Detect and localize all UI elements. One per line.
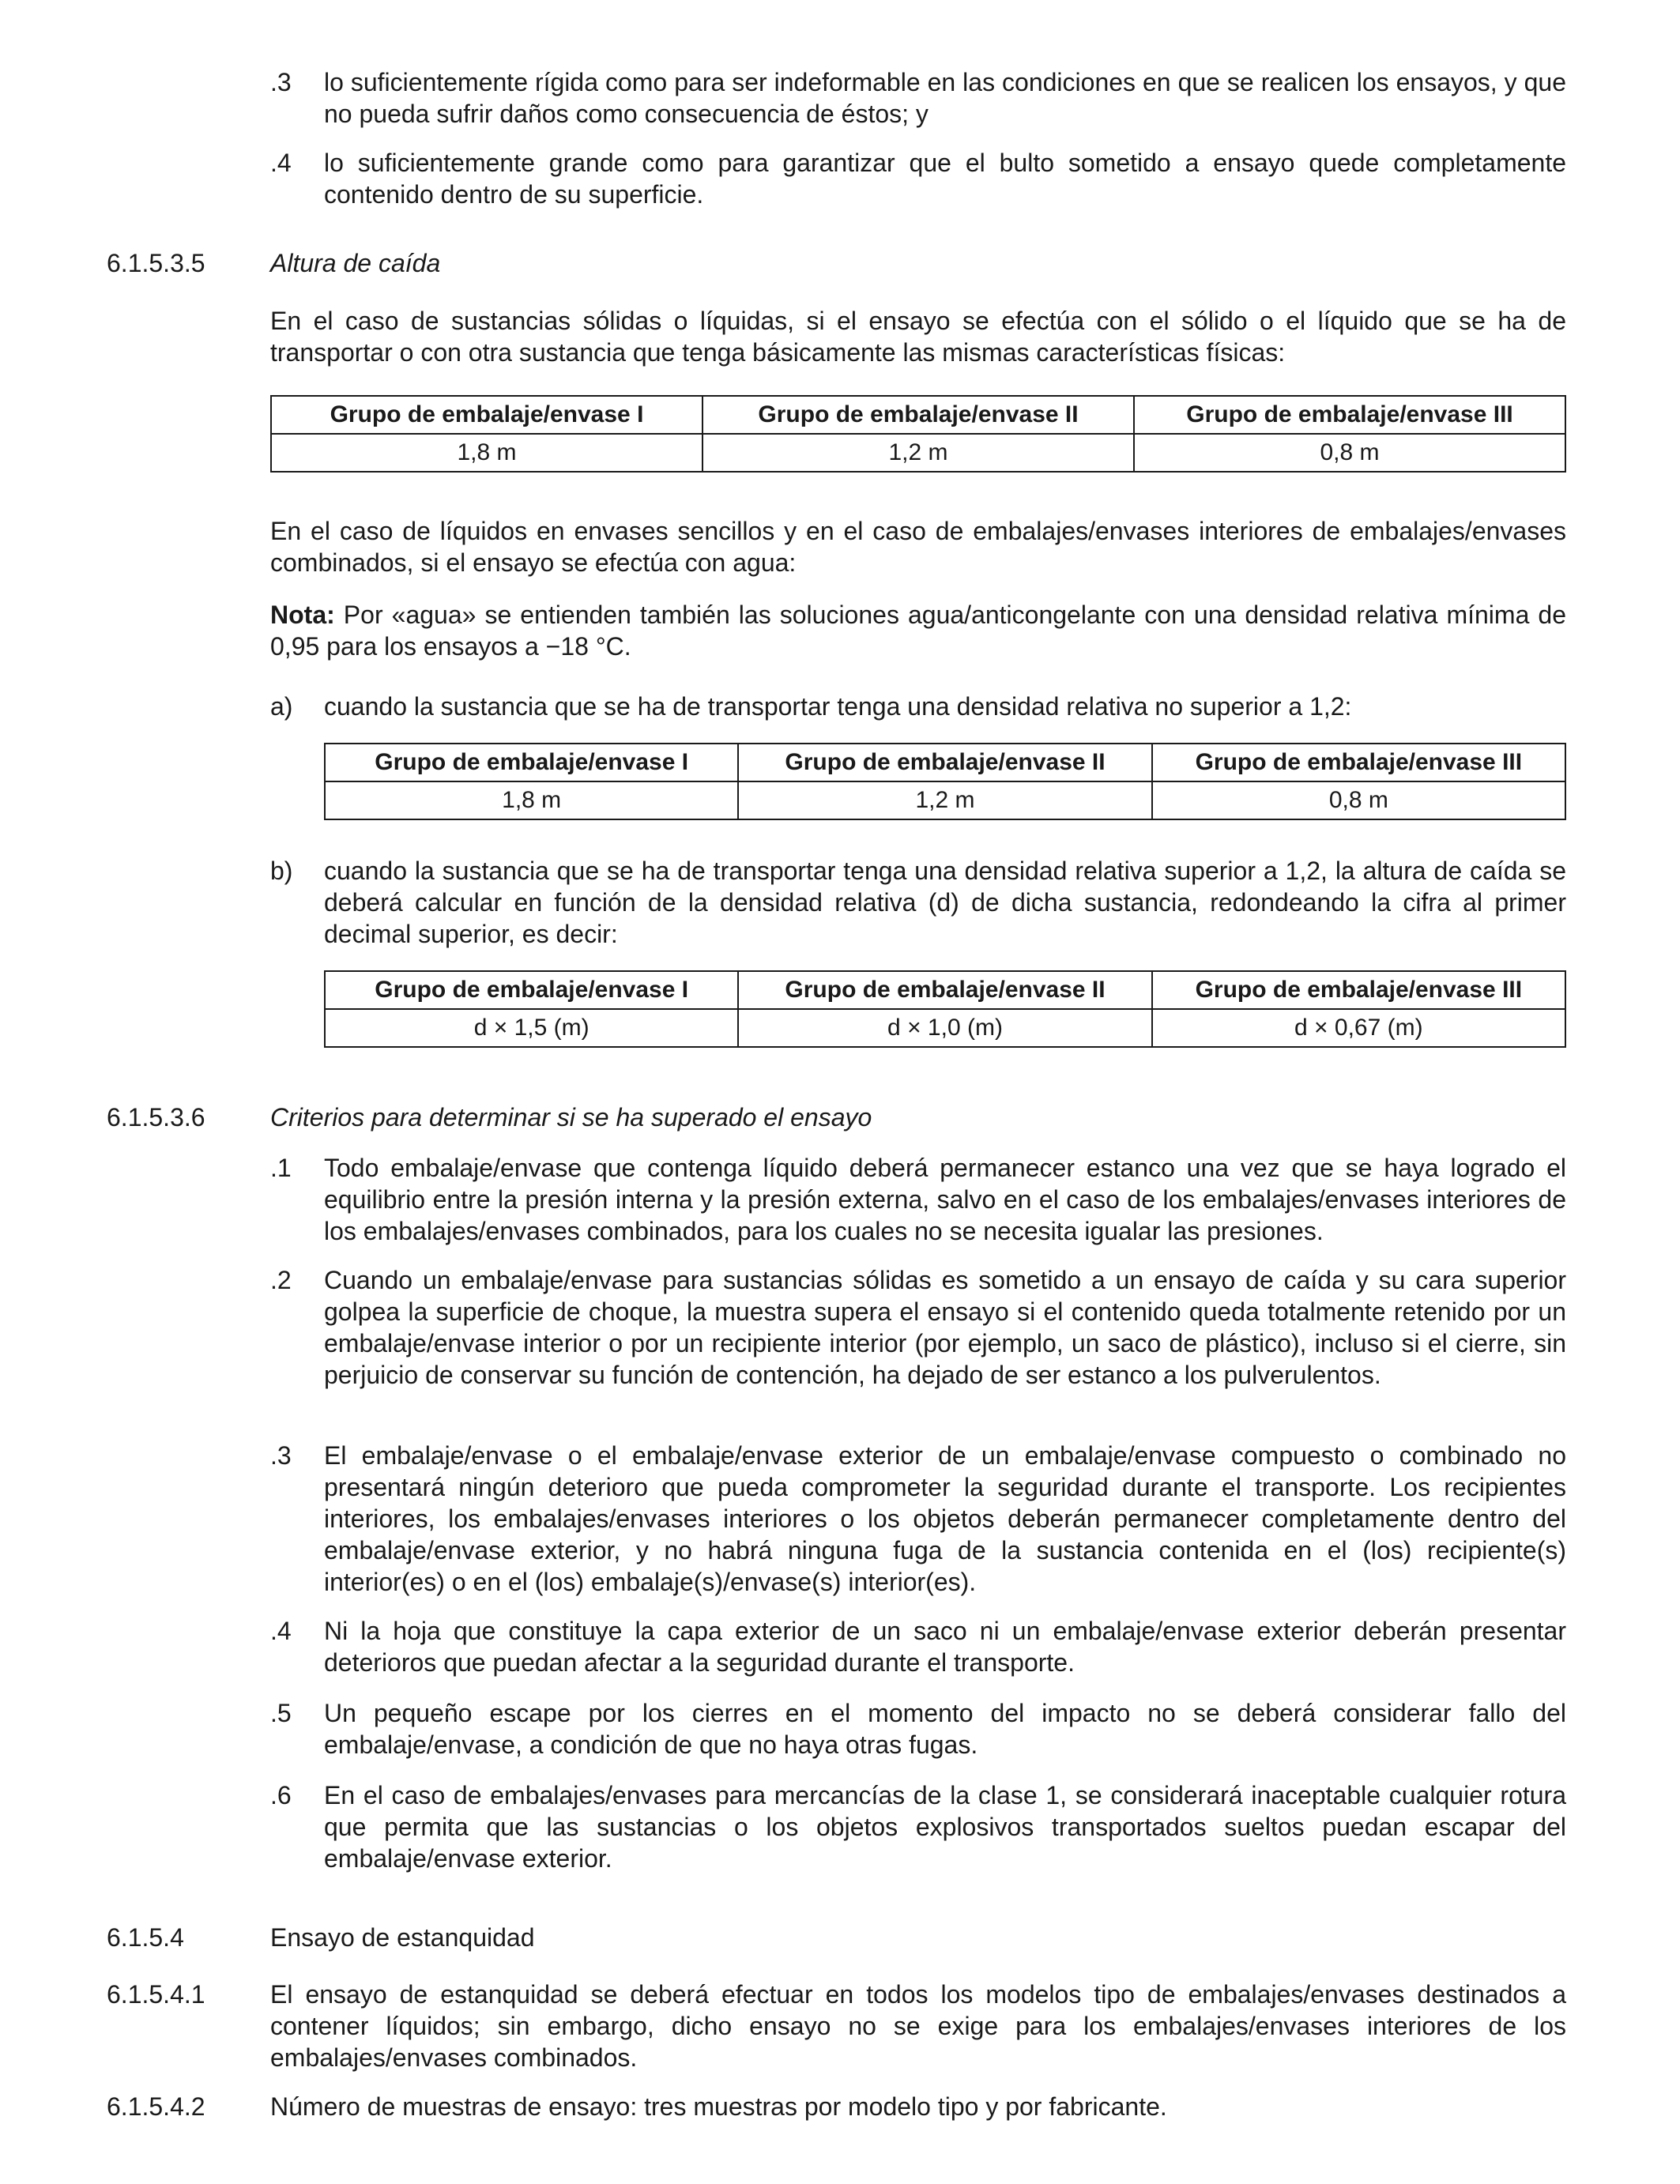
paragraph: Número de muestras de ensayo: tres muestras por modelo tipo y por fabricante. [270, 2092, 1167, 2121]
table-cell: d × 1,5 (m) [325, 1009, 738, 1047]
drop-height-table-b [324, 970, 1566, 1048]
table-header-cell: Grupo de embalaje/envase III [1134, 396, 1565, 434]
item-text: En el caso de embalajes/envases para mercancías de la clase 1, se considerará inaceptable cualquier rotura que permita que las sustancias o los objetos explosivos transportados sueltos puedan escapar del embalaje/envase exterior. [324, 1781, 1566, 1873]
section-number: 6.1.5.3.6 [107, 1103, 205, 1132]
item-text: Un pequeño escape por los cierres en el momento del impacto no se deberá considerar fallo del embalaje/envase, a condición de que no haya otras fugas. [324, 1699, 1566, 1759]
item-text: Todo embalaje/envase que contenga líquido deberá permanecer estanco una vez que se haya logrado el equilibrio entre la presión interna y la presión externa, salvo en el caso de los embalajes/envases interiores de los embalajes/envases combinados, para los cuales no se necesita igualar las presiones. [324, 1154, 1566, 1245]
item-text: lo suficientemente rígida como para ser indeformable en las condiciones en que se realicen los ensayos, y que no pueda sufrir daños como consecuencia de éstos; y [324, 68, 1566, 128]
paragraph: En el caso de líquidos en envases sencillos y en el caso de embalajes/envases interiores de embalajes/envases combinados, si el ensayo se efectúa con agua: [270, 517, 1566, 577]
section-title: Ensayo de estanquidad [270, 1923, 535, 1952]
table-header-cell: Grupo de embalaje/envase II [738, 744, 1151, 781]
section-number: 6.1.5.4 [107, 1923, 184, 1952]
drop-height-table-a [324, 743, 1566, 820]
table-cell: d × 1,0 (m) [738, 1009, 1151, 1047]
item-key: .5 [270, 1699, 292, 1727]
paragraph: El ensayo de estanquidad se deberá efectuar en todos los modelos tipo de embalajes/envases destinados a contener líquidos; sin embargo, dicho ensayo no se exige para los embalajes/envases interiores de los embalajes/envases combinados. [270, 1980, 1566, 2072]
section-title: Criterios para determinar si se ha superado el ensayo [270, 1103, 872, 1132]
note [270, 599, 1566, 662]
note-text: Por «agua» se entienden también las soluciones agua/anticongelante con una densidad relativa mínima de 0,95 para los ensayos a −18 °C. [270, 601, 1566, 661]
section-number: 6.1.5.4.2 [107, 2092, 205, 2121]
table-cell: 0,8 m [1152, 781, 1565, 819]
table-header-cell: Grupo de embalaje/envase III [1152, 971, 1565, 1009]
table-cell: 1,8 m [271, 434, 703, 472]
item-text: El embalaje/envase o el embalaje/envase exterior de un embalaje/envase compuesto o combinado no presentará ningún deterioro que pueda comprometer la seguridad durante el transporte. Los recipientes interiores, los embalajes/envases interiores o los objetos deberán permanecer completamente dentro del embalaje/envase exterior, y no habrá ninguna fuga de la sustancia contenida en el (los) recipiente(s) interior(es) o en el (los) embalaje(s)/envase(s) interior(es). [324, 1441, 1566, 1596]
item-key: .1 [270, 1154, 292, 1182]
item-key: .6 [270, 1781, 292, 1809]
paragraph: En el caso de sustancias sólidas o líquidas, si el ensayo se efectúa con el sólido o el líquido que se ha de transportar o con otra sustancia que tenga básicamente las mismas características físicas: [270, 307, 1566, 367]
list-text: cuando la sustancia que se ha de transportar tenga una densidad relativa superior a 1,2, la altura de caída se deberá calcular en función de la densidad relativa (d) de dicha sustancia, redondeando la cifra al primer decimal superior, es decir: [324, 857, 1566, 948]
table-header-cell: Grupo de embalaje/envase II [703, 396, 1134, 434]
item-key: .3 [270, 68, 292, 96]
table-cell: 0,8 m [1134, 434, 1565, 472]
table-header-cell: Grupo de embalaje/envase I [271, 396, 703, 434]
item-key: .4 [270, 1617, 292, 1645]
table-cell: 1,2 m [703, 434, 1134, 472]
item-text: Ni la hoja que constituye la capa exterior de un saco ni un embalaje/envase exterior deberán presentar deterioros que puedan afectar a la seguridad durante el transporte. [324, 1617, 1566, 1677]
table-header-cell: Grupo de embalaje/envase II [738, 971, 1151, 1009]
section-number: 6.1.5.3.5 [107, 249, 205, 277]
drop-height-table-general [270, 395, 1566, 473]
table-header-cell: Grupo de embalaje/envase I [325, 744, 738, 781]
table-cell: 1,8 m [325, 781, 738, 819]
list-label: a) [270, 692, 293, 721]
section-number: 6.1.5.4.1 [107, 1980, 205, 2009]
table-header-cell: Grupo de embalaje/envase I [325, 971, 738, 1009]
table-cell: d × 0,67 (m) [1152, 1009, 1565, 1047]
item-text: lo suficientemente grande como para garantizar que el bulto sometido a ensayo quede completamente contenido dentro de su superficie. [324, 149, 1566, 209]
table-header-cell: Grupo de embalaje/envase III [1152, 744, 1565, 781]
list-label: b) [270, 857, 293, 885]
section-title: Altura de caída [270, 249, 441, 277]
item-key: .4 [270, 149, 292, 177]
list-text: cuando la sustancia que se ha de transportar tenga una densidad relativa no superior a 1,2: [324, 692, 1352, 721]
item-text: Cuando un embalaje/envase para sustancias sólidas es sometido a un ensayo de caída y su cara superior golpea la superficie de choque, la muestra supera el ensayo si el contenido queda totalmente retenido por un embalaje/envase interior o por un recipiente interior (por ejemplo, un saco de plástico), incluso si el cierre, sin perjuicio de conservar su función de contención, ha dejado de ser estanco a los pulverulentos. [324, 1266, 1566, 1389]
table-cell: 1,2 m [738, 781, 1151, 819]
note-label: Nota: [270, 601, 335, 629]
item-key: .3 [270, 1441, 292, 1470]
item-key: .2 [270, 1266, 292, 1294]
